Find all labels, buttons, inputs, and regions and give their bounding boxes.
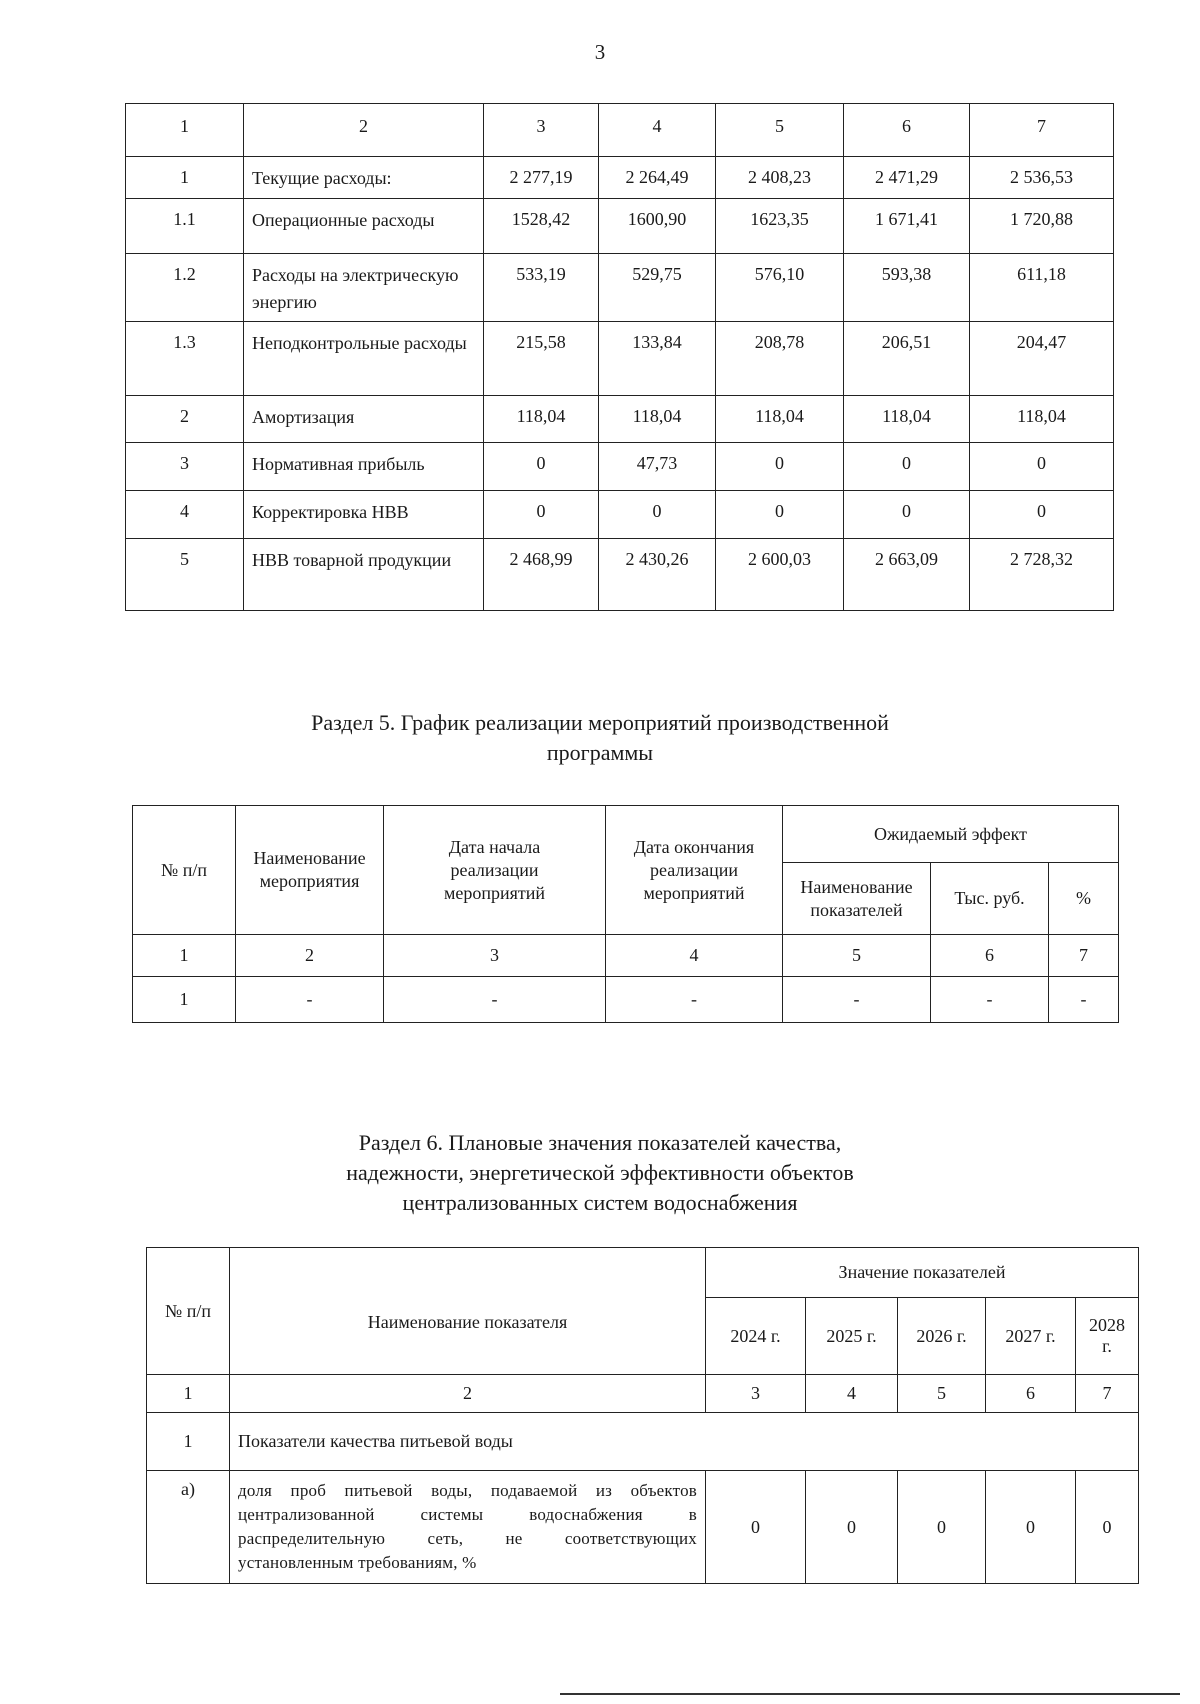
header-year: 2025 г. [806, 1298, 898, 1375]
cell-value: 118,04 [716, 396, 844, 443]
col-number: 1 [126, 104, 244, 157]
section6-title-line: надежности, энергетической эффективности объектов [346, 1160, 854, 1185]
col-number: 5 [783, 935, 931, 977]
table-row [133, 977, 1119, 1023]
header-num: № п/п [133, 806, 236, 935]
header-year: 2024 г. [706, 1298, 806, 1375]
col-number: 6 [844, 104, 970, 157]
row-num: а) [147, 1471, 230, 1584]
cell-value: 0 [844, 491, 970, 539]
table-row [126, 199, 1114, 254]
table-row [126, 443, 1114, 491]
col-number: 1 [133, 935, 236, 977]
group-name: Показатели качества питьевой воды [230, 1413, 1139, 1471]
cell-value: 1600,90 [599, 199, 716, 254]
col-number: 2 [236, 935, 384, 977]
cell-value: 118,04 [484, 396, 599, 443]
col-number: 5 [898, 1375, 986, 1413]
cell-value: 0 [970, 443, 1114, 491]
section5-title [0, 708, 1200, 768]
header-start-date: Дата начала реализации мероприятий [384, 806, 606, 935]
cell-value: 206,51 [844, 322, 970, 396]
cell-value: 576,10 [716, 254, 844, 322]
row-cell: - [606, 977, 783, 1023]
header-values: Значение показателей [706, 1248, 1139, 1298]
row-cell: - [384, 977, 606, 1023]
cell-value: 533,19 [484, 254, 599, 322]
table-row [126, 322, 1114, 396]
page-bottom-rule [560, 1693, 1180, 1695]
cell-value: 1528,42 [484, 199, 599, 254]
col-number: 4 [606, 935, 783, 977]
cell-value: 208,78 [716, 322, 844, 396]
header-expected-effect: Ожидаемый эффект [783, 806, 1119, 863]
row-num: 4 [126, 491, 244, 539]
cell-value: 0 [986, 1471, 1076, 1584]
cell-value: 2 468,99 [484, 539, 599, 611]
cell-value: 0 [806, 1471, 898, 1584]
cell-value: 2 728,32 [970, 539, 1114, 611]
cell-value: 2 471,29 [844, 157, 970, 199]
row-num: 1.1 [126, 199, 244, 254]
col-number: 3 [384, 935, 606, 977]
cell-value: 215,58 [484, 322, 599, 396]
row-num: 1.2 [126, 254, 244, 322]
row-name: Операционные расходы [244, 199, 484, 254]
col-number: 2 [230, 1375, 706, 1413]
row-cell: 1 [133, 977, 236, 1023]
cell-value: 118,04 [599, 396, 716, 443]
col-number: 1 [147, 1375, 230, 1413]
cell-value: 0 [1076, 1471, 1139, 1584]
col-number: 3 [706, 1375, 806, 1413]
col-number: 7 [1049, 935, 1119, 977]
table-header-row [133, 806, 1119, 863]
row-num: 1 [126, 157, 244, 199]
cell-value: 47,73 [599, 443, 716, 491]
header-num: № п/п [147, 1248, 230, 1375]
row-cell: - [783, 977, 931, 1023]
row-cell: - [931, 977, 1049, 1023]
row-name: Нормативная прибыль [244, 443, 484, 491]
schedule-table [132, 805, 1119, 1023]
table-row [126, 396, 1114, 443]
cell-value: 1 720,88 [970, 199, 1114, 254]
cell-value: 1623,35 [716, 199, 844, 254]
row-num: 5 [126, 539, 244, 611]
cell-value: 118,04 [844, 396, 970, 443]
row-num: 1.3 [126, 322, 244, 396]
quality-indicators-table [146, 1247, 1139, 1584]
cell-value: 0 [716, 491, 844, 539]
section6-title-line: Раздел 6. Плановые значения показателей качества, [358, 1130, 842, 1155]
costs-table [125, 103, 1114, 611]
header-end-date: Дата окончания реализации мероприятий [606, 806, 783, 935]
col-number: 6 [986, 1375, 1076, 1413]
cell-value: 118,04 [970, 396, 1114, 443]
row-num: 3 [126, 443, 244, 491]
cell-value: 611,18 [970, 254, 1114, 322]
table-row [147, 1471, 1139, 1584]
cell-value: 0 [484, 443, 599, 491]
group-num: 1 [147, 1413, 230, 1471]
header-year: 2028 г. [1076, 1298, 1139, 1375]
row-name: Корректировка НВВ [244, 491, 484, 539]
table-group-row [147, 1413, 1139, 1471]
table-row [147, 1375, 1139, 1413]
col-number: 7 [970, 104, 1114, 157]
col-number: 7 [1076, 1375, 1139, 1413]
table-row [126, 539, 1114, 611]
col-number: 5 [716, 104, 844, 157]
col-number: 6 [931, 935, 1049, 977]
section6-title [0, 1128, 1200, 1218]
cell-value: 0 [898, 1471, 986, 1584]
col-number: 4 [599, 104, 716, 157]
col-number: 3 [484, 104, 599, 157]
cell-value: 2 277,19 [484, 157, 599, 199]
row-num: 2 [126, 396, 244, 443]
table-header-row [147, 1248, 1139, 1298]
cell-value: 0 [706, 1471, 806, 1584]
row-name: Неподконтрольные расходы [244, 322, 484, 396]
cell-value: 2 663,09 [844, 539, 970, 611]
table-header-row [126, 104, 1114, 157]
cell-value: 2 536,53 [970, 157, 1114, 199]
row-name: Амортизация [244, 396, 484, 443]
col-number: 2 [244, 104, 484, 157]
cell-value: 2 430,26 [599, 539, 716, 611]
row-name: НВВ товарной продукции [244, 539, 484, 611]
cell-value: 0 [970, 491, 1114, 539]
header-year: 2027 г. [986, 1298, 1076, 1375]
cell-value: 204,47 [970, 322, 1114, 396]
header-year: 2026 г. [898, 1298, 986, 1375]
header-percent: % [1049, 863, 1119, 935]
header-name: Наименование мероприятия [236, 806, 384, 935]
cell-value: 2 408,23 [716, 157, 844, 199]
cell-value: 133,84 [599, 322, 716, 396]
row-name: Текущие расходы: [244, 157, 484, 199]
section6-title-line: централизованных систем водоснабжения [402, 1190, 798, 1215]
row-name: Расходы на электрическую энергию [244, 254, 484, 322]
table-row [126, 491, 1114, 539]
table-row [126, 157, 1114, 199]
row-cell: - [1049, 977, 1119, 1023]
cell-value: 0 [716, 443, 844, 491]
row-cell: - [236, 977, 384, 1023]
row-name: доля проб питьевой воды, подаваемой из объектов централизованной системы водоснабжения в распределительную сеть, не соответствующих установленным требованиям, % [230, 1471, 706, 1584]
cell-value: 0 [844, 443, 970, 491]
table-row [133, 935, 1119, 977]
cell-value: 2 264,49 [599, 157, 716, 199]
col-number: 4 [806, 1375, 898, 1413]
cell-value: 1 671,41 [844, 199, 970, 254]
cell-value: 2 600,03 [716, 539, 844, 611]
table-row [126, 254, 1114, 322]
cell-value: 0 [484, 491, 599, 539]
section5-title-line: Раздел 5. График реализации мероприятий производственной [311, 710, 889, 735]
cell-value: 593,38 [844, 254, 970, 322]
header-indicator-name: Наименование показателя [230, 1248, 706, 1375]
cell-value: 0 [599, 491, 716, 539]
section5-title-line: программы [546, 740, 654, 765]
header-thousand-rub: Тыс. руб. [931, 863, 1049, 935]
cell-value: 529,75 [599, 254, 716, 322]
page-number: 3 [594, 40, 606, 64]
header-indicator: Наименование показателей [783, 863, 931, 935]
